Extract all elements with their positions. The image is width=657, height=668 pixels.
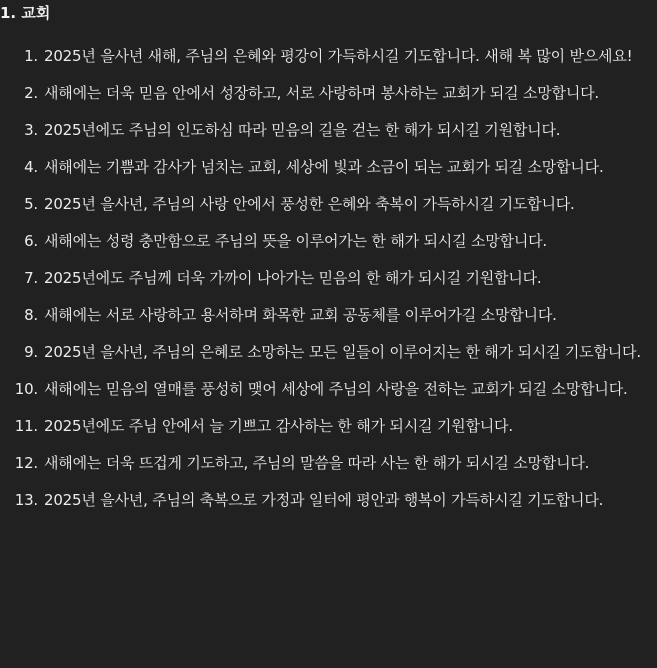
section-heading: 1. 교회	[0, 4, 51, 22]
list-item	[0, 44, 657, 68]
scroll-fade-overlay	[0, 608, 657, 668]
list-item-text: 새해에는 더욱 믿음 안에서 성장하고, 서로 사랑하며 봉사하는 교회가 되길 소망합니다.	[44, 84, 599, 102]
list-item-number: 9.	[24, 343, 38, 361]
list-item-number: 10.	[14, 380, 38, 398]
list-item	[0, 340, 657, 364]
message-list	[0, 44, 657, 525]
list-item-number: 5.	[24, 195, 38, 213]
list-item	[0, 192, 657, 216]
list-item-text: 2025년에도 주님의 인도하심 따라 믿음의 길을 걷는 한 해가 되시길 기원합니다.	[44, 121, 561, 139]
list-item-number: 12.	[14, 454, 38, 472]
list-item-number: 4.	[24, 158, 38, 176]
list-item	[0, 81, 657, 105]
list-item	[0, 118, 657, 142]
list-item-text: 새해에는 기쁨과 감사가 넘치는 교회, 세상에 빛과 소금이 되는 교회가 되길 소망합니다.	[44, 158, 604, 176]
list-item-number: 3.	[24, 121, 38, 139]
list-item	[0, 229, 657, 253]
list-item-text: 2025년 을사년, 주님의 사랑 안에서 풍성한 은혜와 축복이 가득하시길 기도합니다.	[44, 195, 575, 213]
list-item-number: 6.	[24, 232, 38, 250]
list-item-text: 2025년에도 주님께 더욱 가까이 나아가는 믿음의 한 해가 되시길 기원합니다.	[44, 269, 542, 287]
list-item	[0, 377, 657, 401]
list-item	[0, 303, 657, 327]
list-item-number: 11.	[14, 417, 38, 435]
list-item	[0, 414, 657, 438]
list-item-text: 2025년 을사년 새해, 주님의 은혜와 평강이 가득하시길 기도합니다. 새해 복 많이 받으세요!	[44, 47, 633, 65]
list-item-text: 2025년 을사년, 주님의 축복으로 가정과 일터에 평안과 행복이 가득하시길 기도합니다.	[44, 491, 604, 509]
list-item-number: 8.	[24, 306, 38, 324]
list-item-number: 2.	[24, 84, 38, 102]
list-item	[0, 451, 657, 475]
list-item-text: 2025년 을사년, 주님의 은혜로 소망하는 모든 일들이 이루어지는 한 해가 되시길 기도합니다.	[44, 343, 641, 361]
list-item-text: 2025년에도 주님 안에서 늘 기쁘고 감사하는 한 해가 되시길 기원합니다.	[44, 417, 513, 435]
list-item-number: 1.	[24, 47, 38, 65]
list-item	[0, 155, 657, 179]
list-item	[0, 266, 657, 290]
list-item-number: 13.	[14, 491, 38, 509]
list-item-number: 7.	[24, 269, 38, 287]
list-item-text: 새해에는 더욱 뜨겁게 기도하고, 주님의 말씀을 따라 사는 한 해가 되시길 소망합니다.	[44, 454, 590, 472]
list-item-text: 새해에는 서로 사랑하고 용서하며 화목한 교회 공동체를 이루어가길 소망합니다.	[44, 306, 557, 324]
list-item-text: 새해에는 믿음의 열매를 풍성히 맺어 세상에 주님의 사랑을 전하는 교회가 되길 소망합니다.	[44, 380, 628, 398]
list-item	[0, 488, 657, 512]
list-item-text: 새해에는 성령 충만함으로 주님의 뜻을 이루어가는 한 해가 되시길 소망합니다.	[44, 232, 547, 250]
